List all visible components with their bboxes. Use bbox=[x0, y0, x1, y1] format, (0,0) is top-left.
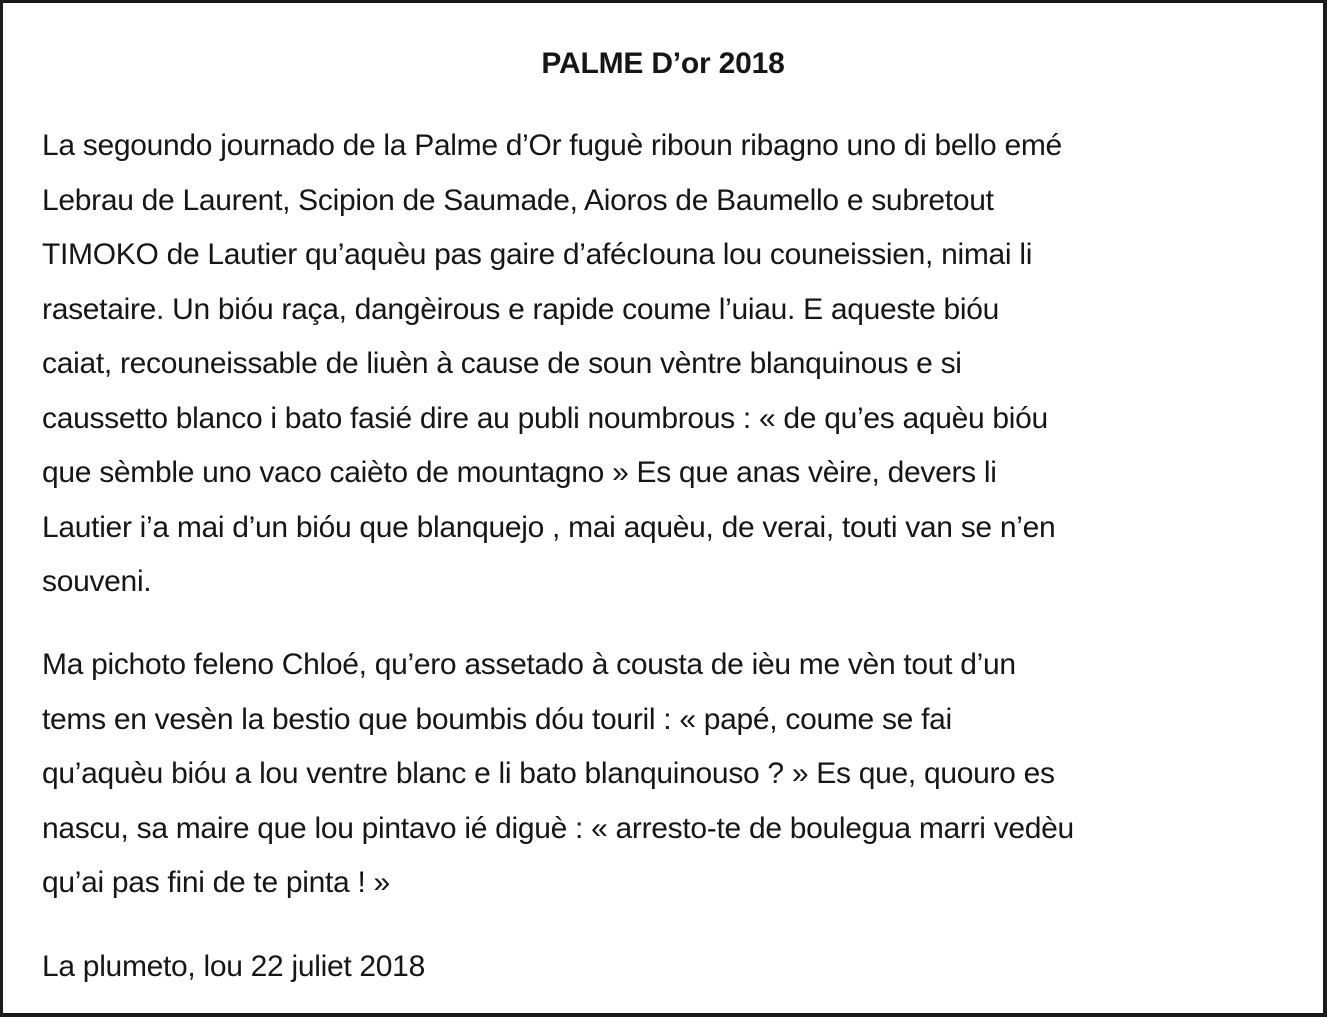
signature-line: La plumeto, lou 22 juliet 2018 bbox=[42, 950, 425, 983]
paragraph-2-line: nascu, sa maire que lou pintavo ié diguè : « arresto-te de boulegua marri vedèu bbox=[42, 811, 1074, 845]
paragraph-2-line: qu’ai pas fini de te pinta ! » bbox=[42, 866, 390, 899]
paragraph-2 bbox=[42, 638, 1312, 911]
paragraph-1-line: TIMOKO de Lautier qu’aquèu pas gaire d’afécIouna lou couneissien, nimai li bbox=[42, 238, 1033, 271]
paragraph-2-line: qu’aquèu bióu a lou ventre blanc e li bato blanquinouso ? » Es que, quouro es bbox=[42, 757, 1055, 790]
paragraph-1-line: Lautier i’a mai d’un bióu que blanquejo , mai aquèu, de verai, touti van se n’en bbox=[42, 510, 1056, 544]
paragraph-1-line: rasetaire. Un bióu raça, dangèirous e rapide coume l’uiau. E aqueste bióu bbox=[42, 292, 1000, 326]
document-title: PALME D’or 2018 bbox=[541, 47, 785, 80]
paragraph-1-line: caussetto blanco i bato fasié dire au publi noumbrous : « de qu’es aquèu bióu bbox=[42, 401, 1048, 435]
paragraph-1-line: souveni. bbox=[42, 565, 152, 598]
paragraph-2-line: tems en vesèn la bestio que boumbis dóu touril : « papé, coume se fai bbox=[42, 702, 952, 736]
paragraph-1-line: Lebrau de Laurent, Scipion de Saumade, Aioros de Baumello e subretout bbox=[42, 183, 994, 217]
paragraph-1-line: La segoundo journado de la Palme d’Or fuguè riboun ribagno uno di bello emé bbox=[42, 129, 1062, 162]
paragraph-1 bbox=[42, 119, 1312, 610]
paragraph-2-line: Ma pichoto feleno Chloé, qu’ero assetado à cousta de ièu me vèn tout d’un bbox=[42, 648, 1016, 681]
paragraph-1-line: caiat, recouneissable de liuèn à cause de soun vèntre blanquinous e si bbox=[42, 347, 962, 380]
paragraph-1-line: que sèmble uno vaco caièto de mountagno » Es que anas vèire, devers li bbox=[42, 456, 997, 489]
